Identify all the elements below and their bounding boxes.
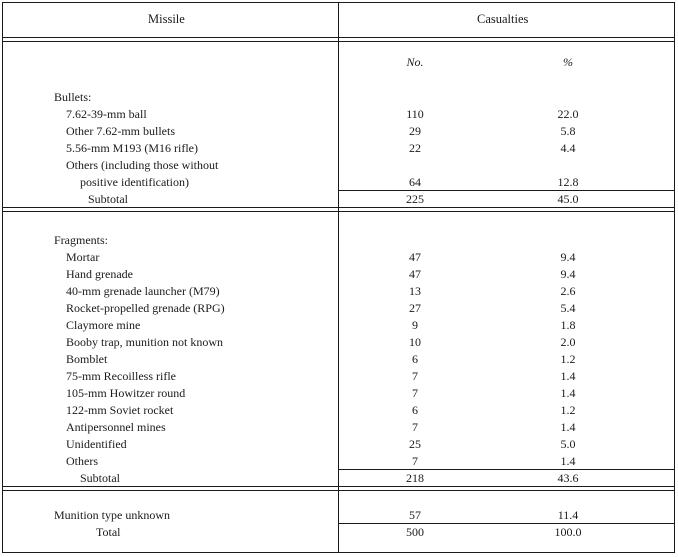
row-label: 122-mm Soviet rocket: [66, 403, 174, 417]
casualties-header: Casualties: [477, 12, 529, 26]
fragments-heading: Fragments:: [54, 233, 108, 247]
row-percent: 12.8: [557, 175, 579, 189]
row-percent: 2.6: [560, 284, 576, 298]
row-count: 9: [412, 318, 418, 332]
row-count: 7: [412, 454, 418, 468]
fragments-section-rule-lower: [2, 490, 675, 491]
subtotal-label: Subtotal: [80, 471, 121, 485]
bullets-section-rule-upper: [2, 207, 675, 208]
row-percent: 2.0: [560, 335, 576, 349]
unknown-count: 57: [409, 508, 421, 522]
bullets-heading: Bullets:: [54, 90, 92, 104]
row-label: 75-mm Recoilless rifle: [66, 369, 176, 383]
row-percent: 1.8: [560, 318, 576, 332]
row-count: 29: [409, 124, 421, 138]
row-count: 22: [409, 141, 421, 155]
row-count: 7: [412, 420, 418, 434]
row-count: 7: [412, 386, 418, 400]
row-count: 64: [409, 175, 421, 189]
row-count: 6: [412, 352, 418, 366]
row-percent: 22.0: [557, 107, 579, 121]
row-percent: 4.4: [560, 141, 576, 155]
row-label: positive identification): [80, 175, 189, 189]
row-label: Others (including those without: [66, 158, 219, 172]
row-count: 25: [409, 437, 421, 451]
subtotal-percent: 45.0: [557, 192, 579, 206]
row-percent: 1.4: [560, 369, 576, 383]
row-percent: 5.8: [560, 124, 576, 138]
no-header: No.: [406, 55, 424, 69]
subtotal-count: 218: [406, 471, 424, 485]
row-percent: 1.4: [560, 454, 576, 468]
total-rule: [338, 523, 675, 524]
row-count: 47: [409, 267, 421, 281]
table-right-border: [674, 2, 675, 553]
fragments-section-rule-upper: [2, 486, 675, 487]
row-count: 110: [406, 107, 424, 121]
row-count: 13: [409, 284, 421, 298]
row-label: 40-mm grenade launcher (M79): [66, 284, 220, 298]
bullets-subtotal-rule: [338, 190, 675, 191]
row-label: Rocket-propelled grenade (RPG): [66, 301, 225, 315]
row-percent: 1.4: [560, 386, 576, 400]
row-percent: 9.4: [560, 267, 576, 281]
row-count: 47: [409, 250, 421, 264]
row-label: Hand grenade: [66, 267, 133, 281]
subtotal-label: Subtotal: [88, 192, 129, 206]
row-percent: 9.4: [560, 250, 576, 264]
row-label: Antipersonnel mines: [66, 420, 166, 434]
row-percent: 1.2: [560, 403, 576, 417]
row-percent: 1.4: [560, 420, 576, 434]
row-count: 10: [409, 335, 421, 349]
row-label: Claymore mine: [66, 318, 141, 332]
row-label: 105-mm Howitzer round: [66, 386, 186, 400]
row-label: Unidentified: [66, 437, 127, 451]
row-label: 7.62-39-mm ball: [66, 107, 147, 121]
total-count: 500: [406, 525, 424, 539]
missile-header: Missile: [148, 12, 185, 26]
row-count: 6: [412, 403, 418, 417]
row-label: Bomblet: [66, 352, 108, 366]
row-percent: 5.4: [560, 301, 576, 315]
header-rule-upper: [2, 37, 675, 38]
table-left-border: [2, 2, 3, 553]
fragments-subtotal-rule: [338, 469, 675, 470]
total-percent: 100.0: [554, 525, 582, 539]
total-label: Total: [96, 525, 121, 539]
header-rule-lower: [2, 41, 675, 42]
row-label: Mortar: [66, 250, 100, 264]
unknown-label: Munition type unknown: [54, 508, 170, 522]
column-divider: [338, 2, 339, 553]
row-percent: 1.2: [560, 352, 576, 366]
subtotal-count: 225: [406, 192, 424, 206]
row-label: 5.56-mm M193 (M16 rifle): [66, 141, 198, 155]
bullets-section-rule-lower: [2, 211, 675, 212]
row-count: 27: [409, 301, 421, 315]
pct-header: %: [563, 55, 573, 69]
row-label: Other 7.62-mm bullets: [66, 124, 175, 138]
row-label: Booby trap, munition not known: [66, 335, 223, 349]
unknown-percent: 11.4: [557, 508, 579, 522]
row-count: 7: [412, 369, 418, 383]
row-percent: 5.0: [560, 437, 576, 451]
subtotal-percent: 43.6: [557, 471, 579, 485]
row-label: Others: [66, 454, 98, 468]
